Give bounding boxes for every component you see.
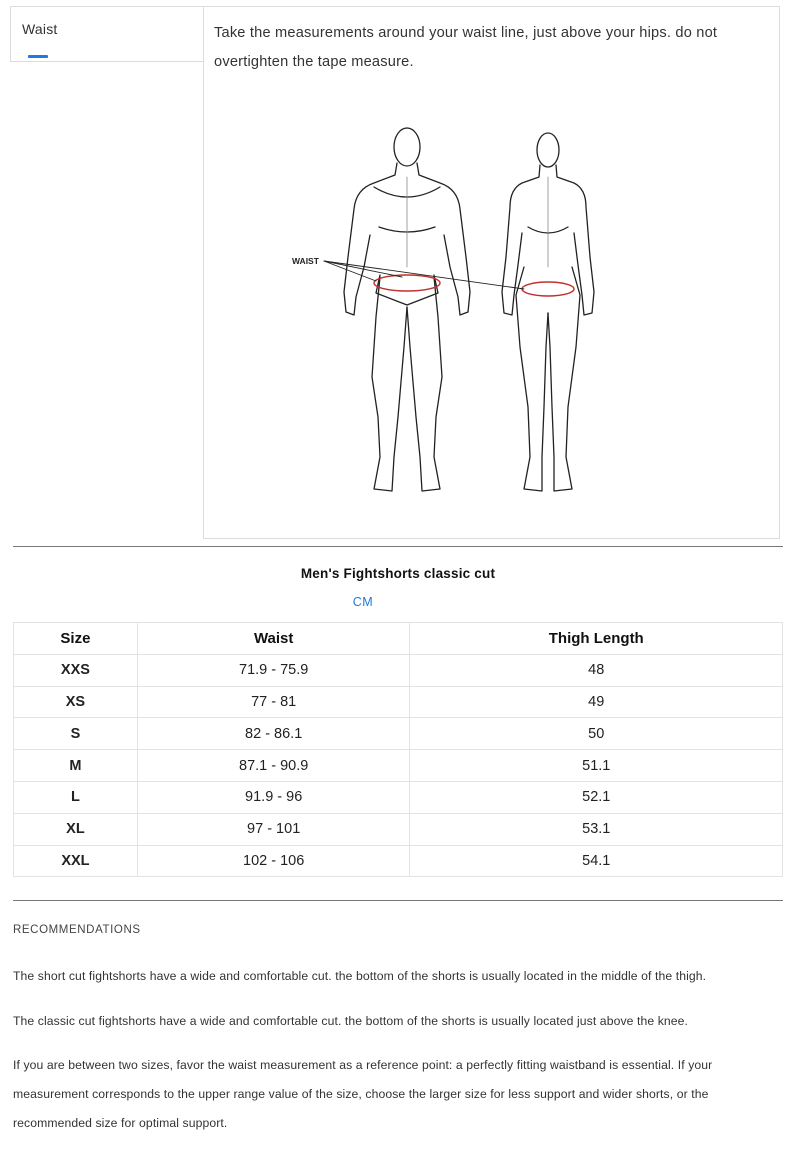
recommendation-paragraph: The classic cut fightshorts have a wide and comfortable cut. the bottom of the shorts is usually located just above the knee.	[13, 1014, 689, 1028]
waist-cell: 87.1 - 90.9	[137, 750, 410, 782]
table-row	[14, 813, 783, 845]
column-header-size: Size	[14, 623, 138, 655]
thigh-length-cell: 52.1	[410, 781, 783, 813]
thigh-length-cell: 53.1	[410, 813, 783, 845]
table-row	[14, 845, 783, 877]
size-cell: XS	[14, 686, 138, 718]
divider	[13, 900, 783, 901]
female-figure	[502, 133, 594, 491]
thigh-length-cell: 51.1	[410, 750, 783, 782]
active-tab-indicator	[28, 55, 48, 58]
recommendation-paragraph: The short cut fightshorts have a wide and comfortable cut. the bottom of the shorts is usually located in the middle of the thigh.	[13, 969, 707, 983]
waist-cell: 91.9 - 96	[137, 781, 410, 813]
thigh-length-cell: 54.1	[410, 845, 783, 877]
size-cell: XXS	[14, 654, 138, 686]
size-cell: S	[14, 718, 138, 750]
size-cell: L	[14, 781, 138, 813]
column-header-thigh-length: Thigh Length	[410, 623, 783, 655]
measurement-tab-list	[10, 6, 204, 62]
measurement-description: Take the measurements around your waist line, just above your hips. do not overtighten the tape measure.	[214, 25, 718, 70]
recommendation-paragraph: If you are between two sizes, favor the waist measurement as a reference point: a perfectly fitting waistband is essential. If your measurement corresponds to the upper range value of the size, choose the larger size for less support and wider shorts, or the recommended size for optimal support.	[13, 1058, 713, 1130]
male-figure	[344, 128, 470, 491]
measurement-panel	[203, 6, 780, 539]
table-header-row	[14, 623, 783, 655]
waist-cell: 82 - 86.1	[137, 718, 410, 750]
size-cell: M	[14, 750, 138, 782]
table-row	[14, 718, 783, 750]
waist-cell: 97 - 101	[137, 813, 410, 845]
unit-toggle[interactable]: CM	[352, 595, 374, 609]
size-table-title: Men's Fightshorts classic cut	[300, 566, 496, 581]
table-row	[14, 781, 783, 813]
size-table	[13, 622, 783, 877]
tab-waist[interactable]: Waist	[22, 21, 58, 37]
table-row	[14, 750, 783, 782]
thigh-length-cell: 48	[410, 654, 783, 686]
waist-cell: 102 - 106	[137, 845, 410, 877]
column-header-waist: Waist	[137, 623, 410, 655]
recommendations-heading: RECOMMENDATIONS	[13, 924, 141, 936]
size-cell: XL	[14, 813, 138, 845]
waist-figure-label: WAIST	[292, 256, 319, 266]
waist-cell: 77 - 81	[137, 686, 410, 718]
thigh-length-cell: 49	[410, 686, 783, 718]
body-measurement-illustration	[284, 117, 624, 517]
divider	[13, 546, 783, 547]
size-cell: XXL	[14, 845, 138, 877]
waist-cell: 71.9 - 75.9	[137, 654, 410, 686]
table-row	[14, 654, 783, 686]
thigh-length-cell: 50	[410, 718, 783, 750]
table-row	[14, 686, 783, 718]
